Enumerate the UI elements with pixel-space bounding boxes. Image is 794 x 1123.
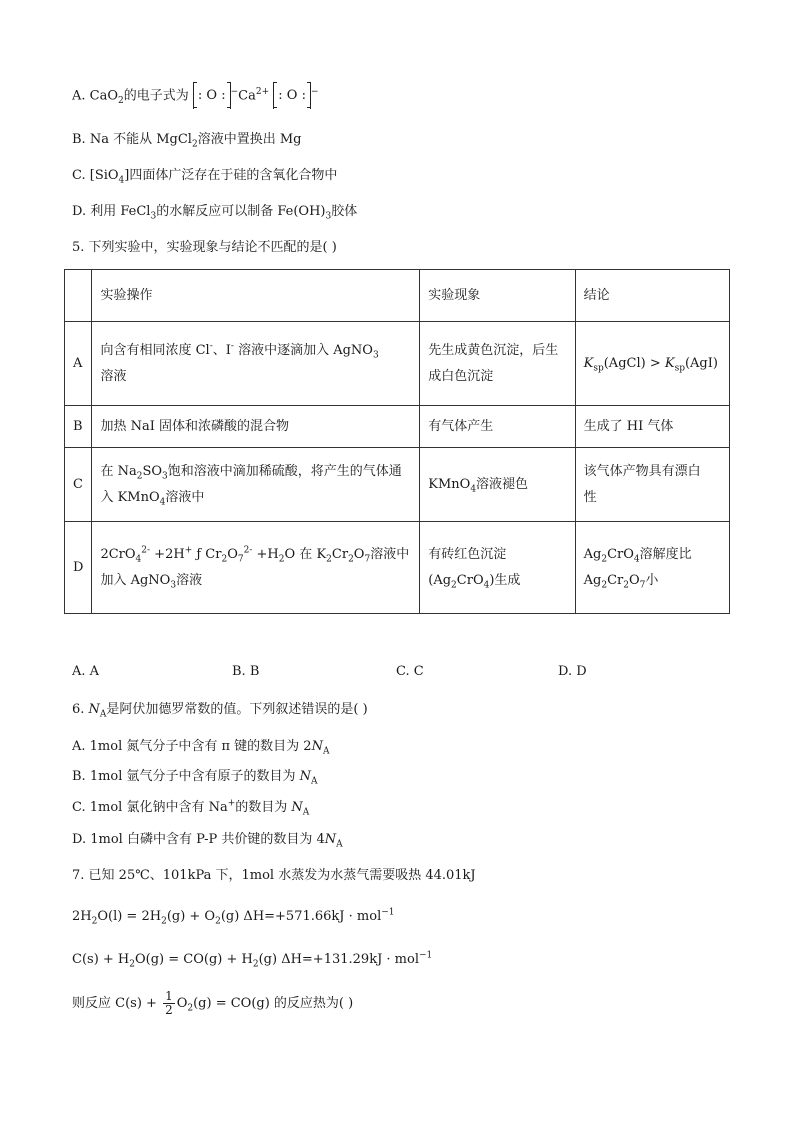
table-row (65, 448, 730, 522)
header-conclusion: 结论 (575, 270, 729, 322)
row-conclusion: $Ag_2CrO_4$溶解度比 $Ag_2Cr_2O_7$小 (575, 522, 729, 614)
row-conclusion: 生成了 HI 气体 (575, 406, 729, 448)
q6-option-d: D. 1mol 白磷中含有 P-P 共价键的数目为 $4N_A$ (72, 832, 343, 850)
table-row (65, 522, 730, 614)
q7-stem: 7. 已知 25℃、101kPa 下，1mol 水蒸发为水蒸气需要吸热 44.01kJ (72, 868, 476, 883)
row-operation: 向含有相同浓度 Cl-、I- 溶液中逐滴加入 AgNO$_3$ 溶液 (92, 322, 420, 406)
table-row (65, 406, 730, 448)
fraction-one-half: $\frac{1}{2}$ (165, 989, 173, 1017)
row-phenomenon: 有气体产生 (420, 406, 575, 448)
row-label: B (65, 406, 92, 448)
q5-option-c[interactable]: C. C (396, 664, 424, 679)
row-phenomenon: 先生成黄色沉淀，后生 成白色沉淀 (420, 322, 575, 406)
table-row (65, 322, 730, 406)
q5-option-a[interactable]: A. A (72, 664, 100, 679)
q7-question: 则反应 C(s) + $\frac{1}{2}$ $O_2(g) = CO(g)$ 的反应热为( ) (72, 989, 354, 1017)
header-operation: 实验操作 (92, 270, 420, 322)
q5-option-b[interactable]: B. B (232, 664, 260, 679)
row-operation: 2CrO$_4^{2-}$ +2H+ ƒ $Cr_2O_7^{2-} +H_2O$ 在 $K_2Cr_2O_7$溶液中 加入 AgNO$_3$溶液 (92, 522, 420, 614)
q5-option-d[interactable]: D. D (558, 664, 587, 679)
q6-option-c: C. 1mol 氯化钠中含有 Na+的数目为 $N_A$ (72, 798, 310, 818)
row-operation: 加热 NaI 固体和浓磷酸的混合物 (92, 406, 420, 448)
q4-option-a: A. CaO$_2$的电子式为 : O : $^-Ca^{2+}$ : O : − (72, 83, 319, 109)
experiment-table (64, 269, 730, 614)
electron-dot-bracket: : O : (193, 83, 231, 109)
row-label: A (65, 322, 92, 406)
row-conclusion: $K_{sp}(AgCl) > K_{sp}(AgI)$ (575, 322, 729, 406)
q7-equation-2: $C(s) + H_2O(g) = CO(g) + H_2(g) \Delta H=+131.29kJ \cdot mol^{-1}$ (72, 950, 433, 970)
q6-stem: 6. $N_A$是阿伏加德罗常数的值。下列叙述错误的是( ) (72, 702, 368, 720)
row-operation: 在 $Na_2SO_3$饱和溶液中滴加稀硫酸，将产生的气体通 入 KMnO$_4$溶液中 (92, 448, 420, 522)
row-phenomenon: KMnO$_4$溶液褪色 (420, 448, 575, 522)
q4-option-b: B. Na 不能从 MgCl$_2$溶液中置换出 Mg (72, 132, 302, 150)
row-phenomenon: 有砖红色沉淀 $(Ag_2CrO_4)$生成 (420, 522, 575, 614)
row-conclusion: 该气体产物具有漂白 性 (575, 448, 729, 522)
q5-stem: 5. 下列实验中，实验现象与结论不匹配的是( ) (72, 240, 337, 255)
q7-equation-1: $2H_2O(l) = 2H_2(g) + O_2(g) \Delta H=+571.66kJ \cdot mol^{-1}$ (72, 907, 395, 927)
row-label: D (65, 522, 92, 614)
table-header-row (65, 270, 730, 322)
q4-option-c: C. [SiO$_4$]四面体广泛存在于硅的含氧化合物中 (72, 168, 338, 186)
row-label: C (65, 448, 92, 522)
q4-option-d: D. 利用 FeCl$_3$的水解反应可以制备 $Fe(OH)_3$胶体 (72, 204, 358, 222)
header-phenomenon: 实验现象 (420, 270, 575, 322)
electron-dot-bracket: : O : (273, 83, 311, 109)
q6-option-a: A. 1mol 氮气分子中含有 π 键的数目为 $2N_A$ (72, 739, 330, 757)
q6-option-b: B. 1mol 氩气分子中含有原子的数目为 $N_A$ (72, 769, 318, 787)
